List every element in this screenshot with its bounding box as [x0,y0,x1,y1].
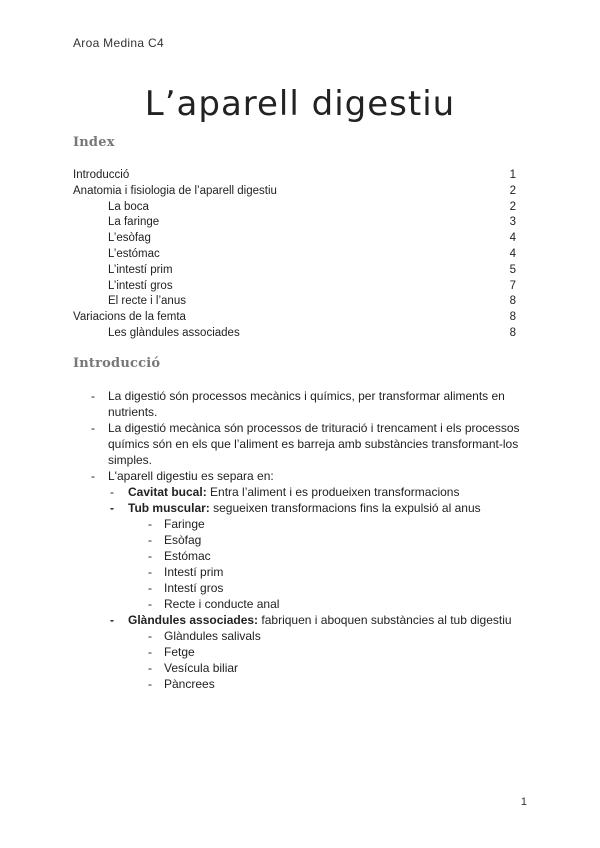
list-item: - Glàndules salivals [128,628,533,644]
toc-entry: L’intestí gros 7 [108,279,516,292]
toc-entry: L’esòfag 4 [108,232,516,245]
toc-entry: Les glàndules associades 8 [108,326,516,339]
toc-entry: La boca 2 [108,200,516,213]
index-heading: Index [73,135,115,150]
list-item: - Cavitat bucal: Entra l’aliment i es produeixen transformacions [108,484,533,500]
list-item: - Fetge [128,644,533,660]
list-item: - Vesícula biliar [128,660,533,676]
toc-entry: L’intestí prim 5 [108,263,516,276]
list-item: - Estómac [128,548,533,564]
toc-entry: Introducció 1 [73,169,516,181]
list-item: - Glàndules associades: fabriquen i aboquen substàncies al tub digestiu - Glàndules salivals - Fetge - Vesícula biliar - Pàncrees [108,612,533,692]
list-item: - Esòfag [128,532,533,548]
toc-entry: Anatomia i fisiologia de l’aparell digestiu 2 [73,184,516,197]
list-item: - L'aparell digestiu es separa en: - Cavitat bucal: Entra l’aliment i es produeixen transformacions - Tub muscular: segueixen transformacions fins la expulsió al anus - Faringe - Esòfag - Estómac - Intestí prim - Intestí gros - Recte i conducte anal - Glàndules associades: fabriquen i aboquen substàncies al tub digestiu - Glàndules salivals - Fetge - Vesícula biliar - Pàncrees [73,468,533,692]
list-item: - Faringe [128,516,533,532]
toc-entry: Variacions de la femta 8 [73,311,516,324]
list-item: - Tub muscular: segueixen transformacions fins la expulsió al anus - Faringe - Esòfag - Estómac - Intestí prim - Intestí gros - Recte i conducte anal [108,500,533,612]
list-item: - Pàncrees [128,676,533,692]
author-header: Aroa Medina C4 [73,36,164,50]
toc-entry: L’estómac 4 [108,247,516,260]
list-item: - La digestió mecànica són processos de trituració i trencament i els processos químics són en els que l’aliment es barreja amb substàncies transformant-los simples. [73,420,533,468]
toc-entry: La faringe 3 [108,216,516,229]
document-title: L’aparell digestiu [144,84,456,124]
table-of-contents [73,168,516,342]
toc-entry: El recte i l’anus 8 [108,295,516,308]
page-number: 1 [520,796,527,808]
intro-heading: Introducció [73,356,161,371]
intro-content [73,388,533,692]
list-item: - La digestió són processos mecànics i químics, per transformar aliments en nutrients. [73,388,533,420]
list-item: - Recte i conducte anal [128,596,533,612]
list-item: - Intestí gros [128,580,533,596]
list-item: - Intestí prim [128,564,533,580]
